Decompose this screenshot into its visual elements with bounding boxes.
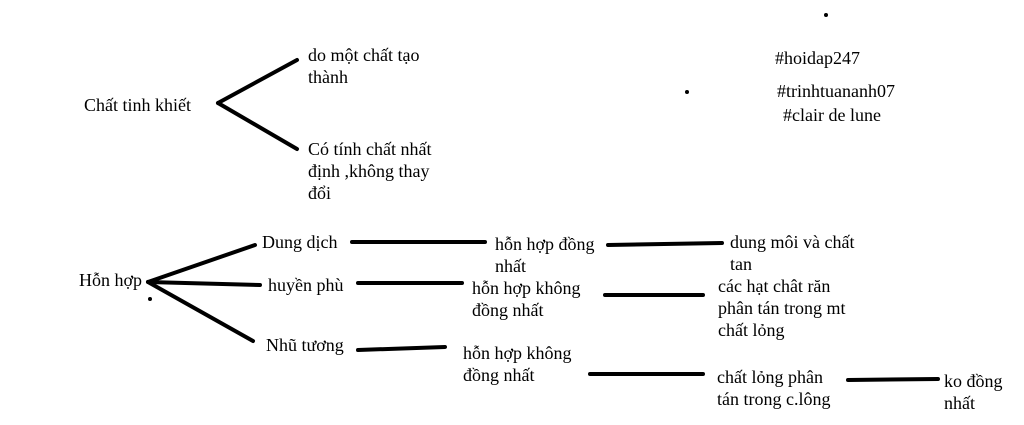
emulsion-label: Nhũ tương bbox=[266, 335, 344, 355]
connector-emulsion-to-type bbox=[358, 347, 445, 350]
hashtag-3: #clair de lune bbox=[783, 105, 881, 125]
connector-pure-to-branch-1 bbox=[218, 60, 297, 103]
suspension-description: các hạt chât răn phân tán trong mt chất lỏng bbox=[718, 276, 846, 340]
hashtag-2: #trinhtuananh07 bbox=[777, 81, 895, 101]
suspension-type: hỗn hợp không đồng nhất bbox=[472, 278, 581, 320]
connector-mixture-to-suspension bbox=[148, 282, 260, 285]
stray-dot bbox=[685, 90, 689, 94]
mixture-label: Hỗn hợp bbox=[79, 270, 143, 290]
connector-solution-type-to-desc bbox=[608, 243, 722, 245]
connector-mixture-to-solution bbox=[148, 245, 255, 282]
stray-dot bbox=[824, 13, 828, 17]
connector-pure-to-branch-2 bbox=[218, 103, 297, 149]
emulsion-type: hỗn hợp không đồng nhất bbox=[463, 343, 572, 385]
suspension-label: huyền phù bbox=[268, 275, 344, 295]
solution-type: hỗn hợp đồng nhất bbox=[495, 234, 595, 276]
hashtag-1: #hoidap247 bbox=[775, 48, 860, 68]
connector-mixture-to-emulsion bbox=[148, 282, 253, 341]
pure-substance-label: Chất tinh khiết bbox=[84, 95, 191, 115]
connector-emulsion-desc-to-extra bbox=[848, 379, 938, 380]
solution-description: dung môi và chất tan bbox=[730, 232, 855, 274]
pure-substance-branch-1: do một chất tạo thành bbox=[308, 45, 420, 87]
pure-substance-branch-2: Có tính chất nhất định ,không thay đổi bbox=[308, 139, 432, 203]
solution-label: Dung dịch bbox=[262, 232, 338, 252]
emulsion-extra: ko đồng nhất bbox=[944, 371, 1003, 413]
emulsion-description: chất lỏng phân tán trong c.lông bbox=[717, 367, 831, 409]
stray-dot bbox=[148, 297, 152, 301]
